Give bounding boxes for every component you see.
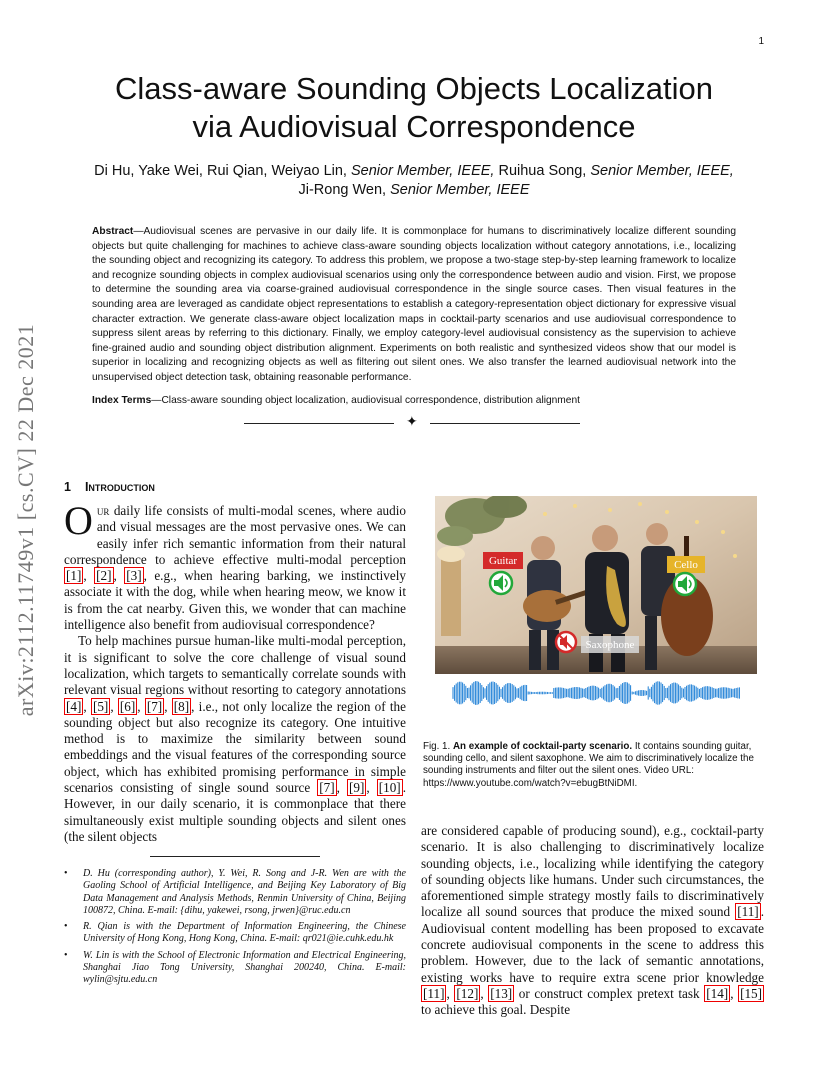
page-number: 1 [758, 36, 764, 47]
speaker-muted-icon [556, 632, 576, 652]
guitar-label-tag [483, 552, 523, 569]
intro-right-d: to achieve this goal. Despite [421, 1002, 571, 1018]
citation-link[interactable]: [13] [490, 985, 513, 1001]
intro-p2-b: , i.e., not only localize the region of the sounding object but also recognize its category. One intuitive method is to maximize the similarity between sound embeddings and the visual features of the corresponding source object, which has exhibited promising performance in simple scenarios consisting of single sound source [64, 698, 407, 796]
arxiv-stamp [8, 290, 44, 750]
intro-p2-c: . However, in our daily scenario, it is commonplace that there simultaneously exist multiple sounding objects and silent ones (the silent objects [64, 780, 406, 844]
citation-link[interactable]: [14] [706, 985, 729, 1001]
abstract-text: —Audiovisual scenes are pervasive in our daily life. It is commonplace for humans to discriminatively localize different sounding objects but quite challenging for machines to achieve class-aware sounding objects localization without category annotations, i.e., localizing the sounding object and recognizing its category. To address this problem, we propose a two-stage step-by-step learning framework to localize and recognize sounding objects in complex audiovisual scenarios using only the correspondence between audio and vision. First, we propose to determine the sounding area via coarse-grained audiovisual correspondence in the single source cases. Then visual features in the sounding area are leveraged as candidate object representations to establish a category-representation object dictionary for expressive visual character extraction. We generate class-aware object localization maps in cocktail-party scenarios and use audiovisual correspondence to suppress silent areas by referring to this dictionary. Finally, we employ category-level audiovisual consistency as the supervision to achieve fine-grained audio and sounding object distribution alignment. Experiments on both realistic and synthesized videos show that our model is superior in localizing and recognizing objects as well as filtering out silent ones. We also transfer the learned audiovisual network into the unsupervised object detection task, obtaining reasonable performance. [92, 226, 736, 383]
citation-link[interactable]: [2] [96, 568, 112, 584]
saxophone-label-tag [581, 636, 639, 653]
author-list [60, 162, 768, 200]
guitar-label: Guitar [488, 555, 518, 567]
footnote-item: • R. Qian is with the Department of Information Engineering, the Chinese University of Hong Kong, Hong Kong, China. E-mail: qr021@ie.cuhk.edu.hk [64, 921, 406, 946]
intro-paragraph-right: are considered capable of producing sound), e.g., cocktail-party scenario. It is also challenging to discriminatively localize sounding objects, i.e., localizing while identifying the category of sounding objects like humans. Under such circumstances, the aforementioned simple strategy mostly fails to discriminatively localize all sound sources that produce the mixed sound [11] . Audiovisual content modelling has been proposed to excavate concrete audiovisual components in the scene to address this problem. However, due to the lack of semantic annotations, existing works have to require extra scene prior knowledge [11] , [12] , [13] or construct complex pretext task [14] , [15] to achieve this goal. Despite [421, 823, 764, 1018]
cello-label-tag [667, 556, 705, 573]
saxophone-label: Saxophone [585, 639, 635, 651]
right-column-text [421, 823, 764, 1019]
citation-link[interactable]: [10] [378, 780, 401, 796]
citation-link[interactable]: [3] [126, 568, 142, 584]
speaker-on-icon [490, 572, 512, 594]
citation-link[interactable]: [6] [119, 698, 136, 714]
citation-link[interactable]: [11] [737, 904, 759, 920]
intro-paragraph-2: To help machines pursue human-like multi-modal perception, it is significant to solve the core challenge of visual sound localization, which targets to semantically correlate sounds with relevant visual regions without resorting to category annotations [4] , [5] , [6] , [7] , [8] , i.e., not only localize the region of the sounding object but also recognize its category. One intuitive method is to maximize the similarity between sound embeddings and the visual features of the corresponding source object, which has exhibited promising performance in simple scenarios consisting of single sound source [7] , [9] , [10] . However, in our daily scenario, it is commonplace that there simultaneously exist multiple sounding objects and silent ones (the silent objects [64, 633, 407, 844]
figure-image [435, 496, 757, 712]
abstract [92, 225, 736, 386]
authors-role-c: Senior Member, IEEE [390, 182, 530, 198]
section-separator [244, 414, 584, 434]
speaker-on-icon [674, 573, 696, 595]
title-line-2: via Audiovisual Correspondence [192, 109, 636, 144]
intro-p2-a: To help machines pursue human-like multi-modal perception, it is significant to solve the core challenge of visual sound localization, which targets to semantically correlate sounds with relevant visual regions without resorting to category annotations [64, 633, 406, 698]
citation-link[interactable]: [4] [66, 698, 82, 714]
authors-line-2 [60, 181, 768, 200]
citation-link[interactable]: [1] [66, 568, 82, 584]
figure-cocktail-party [435, 496, 757, 712]
left-column-text [64, 498, 407, 845]
index-terms-text: —Class-aware sounding object localization, audiovisual correspondence, distribution alignment [151, 395, 580, 406]
footnote-item: • W. Lin is with the School of Electronic Information and Electrical Engineering, Shanghai Jiao Tong University, Shanghai 200240, China. E-mail: wylin@sjtu.edu.cn [64, 950, 406, 987]
authors-names-c: Ji-Rong Wen, [298, 182, 387, 198]
intro-right-a: are considered capable of producing sound), e.g., cocktail-party scenario. It is also challenging to discriminatively localize sounding objects, i.e., localizing while identifying the category of sounding objects like humans. Under such circumstances, the aforementioned simple strategy mostly fails to discriminatively localize all sound sources that produce the mixed sound [421, 823, 764, 920]
footnote-item: • D. Hu (corresponding author), Y. Wei, R. Song and J-R. Wen are with the Gaoling School of Artificial Intelligence, and Beijing Key Laboratory of Big Data Management and Analysis Methods, Renmin University of China, Beijing 100872, China. E-mail: {dihu, yakewei, rsong, jrwen}@ruc.edu.cn [64, 868, 406, 917]
first-word-rest: ur [96, 503, 110, 518]
citation-link[interactable]: [15] [740, 985, 763, 1001]
caption-text: It contains sounding guitar, sounding cello, and silent saxophone. We aim to discriminatively localize the sounding instruments and filter out the silent ones. Video URL: https://www.youtube.com/watch?v=ebugBtNiDMI. [423, 741, 754, 789]
section-number: 1 [64, 480, 71, 494]
intro-p1-b: , e.g., when hearing barking, we instinctively associate it with the dog, while when hearing meow, we know it is from the cat nearby. Given this, we wonder that can machine intelligence also benefit from audiovisual correspondence? [64, 568, 407, 633]
footnotes [64, 868, 406, 991]
citation-link[interactable]: [7] [319, 780, 335, 796]
index-terms [92, 394, 736, 408]
citation-link[interactable]: [12] [456, 985, 479, 1001]
authors-role-a: Senior Member, IEEE, [350, 163, 495, 179]
intro-right-c: or construct complex pretext task [514, 985, 705, 1001]
caption-label: Fig. 1. [423, 741, 451, 752]
index-terms-label: Index Terms [92, 395, 152, 406]
citation-link[interactable]: [9] [348, 780, 365, 796]
citation-link[interactable]: [8] [173, 698, 190, 714]
arxiv-stamp-text: arXiv:2112.11749v1 [cs.CV] 22 Dec 2021 [13, 323, 38, 717]
authors-role-b: Senior Member, IEEE, [590, 163, 734, 179]
drop-cap: O [64, 498, 93, 543]
lamp [437, 546, 465, 636]
citation-link[interactable]: [7] [146, 698, 163, 714]
separator-diamond: ✦ [406, 415, 418, 430]
citation-link[interactable]: [11] [423, 985, 445, 1001]
citation-link[interactable]: [5] [92, 698, 109, 714]
paper-title [0, 70, 828, 146]
cello-label: Cello [674, 559, 698, 571]
separator-line-left [244, 423, 394, 424]
section-title: Introduction [84, 480, 155, 494]
intro-p1-a: daily life consists of multi-modal scenes, where audio and visual messages are the most pervasive ones. We can easily infer rich semantic information from their natural correspondence to achieve effective multi-modal perception [64, 503, 406, 567]
abstract-label: Abstract [92, 226, 134, 237]
section-heading [64, 480, 155, 494]
footnote-rule [150, 856, 320, 857]
authors-names-b: Ruihua Song, [498, 163, 587, 179]
separator-line-right [430, 423, 580, 424]
figure-caption [423, 741, 765, 790]
authors-line-1 [60, 162, 768, 181]
caption-bold: An example of cocktail-party scenario. [452, 741, 633, 752]
authors-names-a: Di Hu, Yake Wei, Rui Qian, Weiyao Lin, [94, 163, 347, 179]
intro-right-b: . Audiovisual content modelling has been proposed to excavate concrete audiovisual components in the scene to address this problem. However, due to the lack of semantic annotations, existing works have to require extra scene prior knowledge [421, 904, 764, 985]
title-line-1: Class-aware Sounding Objects Localization [115, 71, 713, 106]
intro-paragraph-1: Our daily life consists of multi-modal scenes, where audio and visual messages are the most pervasive ones. We can easily infer rich semantic information from their natural correspondence to achieve effective multi-modal perception [1] , [2] , [3] , e.g., when hearing barking, we instinctively associate it with the dog, while when hearing meow, we know it is from the cat nearby. Given this, we wonder that can machine intelligence also benefit from audiovisual correspondence? [64, 498, 407, 633]
